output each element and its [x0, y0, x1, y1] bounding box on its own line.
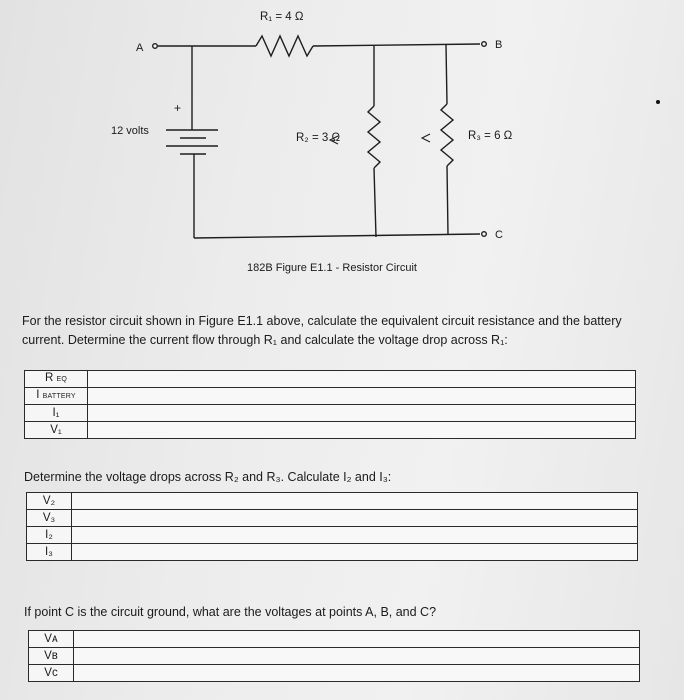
- answer-field-i3[interactable]: [72, 544, 638, 561]
- r1-label: R₁ = 4 Ω: [260, 11, 304, 23]
- table-row: [27, 493, 638, 510]
- terminal-a: [153, 44, 158, 49]
- row-label: V₃: [27, 510, 72, 527]
- battery-label: 12 volts: [111, 125, 149, 137]
- figure-caption: 182B Figure E1.1 - Resistor Circuit: [247, 262, 417, 274]
- row-label: I₁: [25, 405, 88, 422]
- wire-r3-bottom: [447, 166, 448, 235]
- section3-answer-table: [28, 630, 640, 682]
- terminal-b: [482, 42, 487, 47]
- answer-field-va[interactable]: [74, 631, 640, 648]
- answer-field-v2[interactable]: [72, 493, 638, 510]
- resistor-r1: [256, 36, 313, 56]
- table-row: [25, 388, 636, 405]
- row-label: R EQ: [25, 371, 88, 388]
- resistor-r3: [441, 104, 453, 166]
- table-row: [29, 631, 640, 648]
- r3-label: R₃ = 6 Ω: [468, 130, 513, 142]
- node-b-label: B: [495, 39, 503, 51]
- stray-mark: [656, 100, 660, 104]
- table-row: [25, 422, 636, 439]
- table-row: [25, 371, 636, 388]
- table-row: [29, 665, 640, 682]
- answer-field-vb[interactable]: [74, 648, 640, 665]
- row-label: V₁: [25, 422, 88, 439]
- section2-answer-table: [26, 492, 638, 561]
- row-label: Vᴀ: [29, 631, 74, 648]
- table-row: [29, 648, 640, 665]
- battery-positive-sign: +: [174, 101, 182, 115]
- row-label: V₂: [27, 493, 72, 510]
- node-c-label: C: [495, 229, 503, 241]
- section3-instructions: If point C is the circuit ground, what are the voltages at points A, B, and C?: [24, 605, 437, 619]
- wire-r2-bottom: [374, 168, 376, 237]
- row-label: I₂: [27, 527, 72, 544]
- answer-field-i1[interactable]: [88, 405, 636, 422]
- section1-instructions: For the resistor circuit shown in Figure E1.1 above, calculate the equivalent circuit resistance and the battery current. Determine the current flow through R₁ and calculate the voltage drop across R₁:: [22, 314, 622, 347]
- row-label: Vᴄ: [29, 665, 74, 682]
- section1-answer-table: [24, 370, 636, 439]
- answer-field-v3[interactable]: [72, 510, 638, 527]
- r2-label: R₂ = 3 Ω: [296, 132, 341, 144]
- resistor-r2: [368, 106, 380, 168]
- wire-r3-top: [446, 45, 447, 104]
- table-row: [27, 544, 638, 561]
- wire-r1-b: [313, 44, 480, 46]
- terminal-c: [482, 232, 487, 237]
- answer-field-i-battery[interactable]: [88, 388, 636, 405]
- row-label: Vʙ: [29, 648, 74, 665]
- node-a-label: A: [136, 42, 144, 54]
- resistor-circuit-diagram: [0, 0, 684, 290]
- row-label: I₃: [27, 544, 72, 561]
- answer-field-v1[interactable]: [88, 422, 636, 439]
- wire-bottom: [194, 234, 480, 238]
- table-row: [27, 510, 638, 527]
- row-label: I BATTERY: [25, 388, 88, 405]
- section2-instructions: Determine the voltage drops across R₂ and R₃. Calculate I₂ and I₃:: [24, 470, 392, 484]
- r3-label-pointer: [422, 134, 430, 142]
- answer-field-i2[interactable]: [72, 527, 638, 544]
- answer-field-vc[interactable]: [74, 665, 640, 682]
- table-row: [27, 527, 638, 544]
- answer-field-r-eq[interactable]: [88, 371, 636, 388]
- table-row: [25, 405, 636, 422]
